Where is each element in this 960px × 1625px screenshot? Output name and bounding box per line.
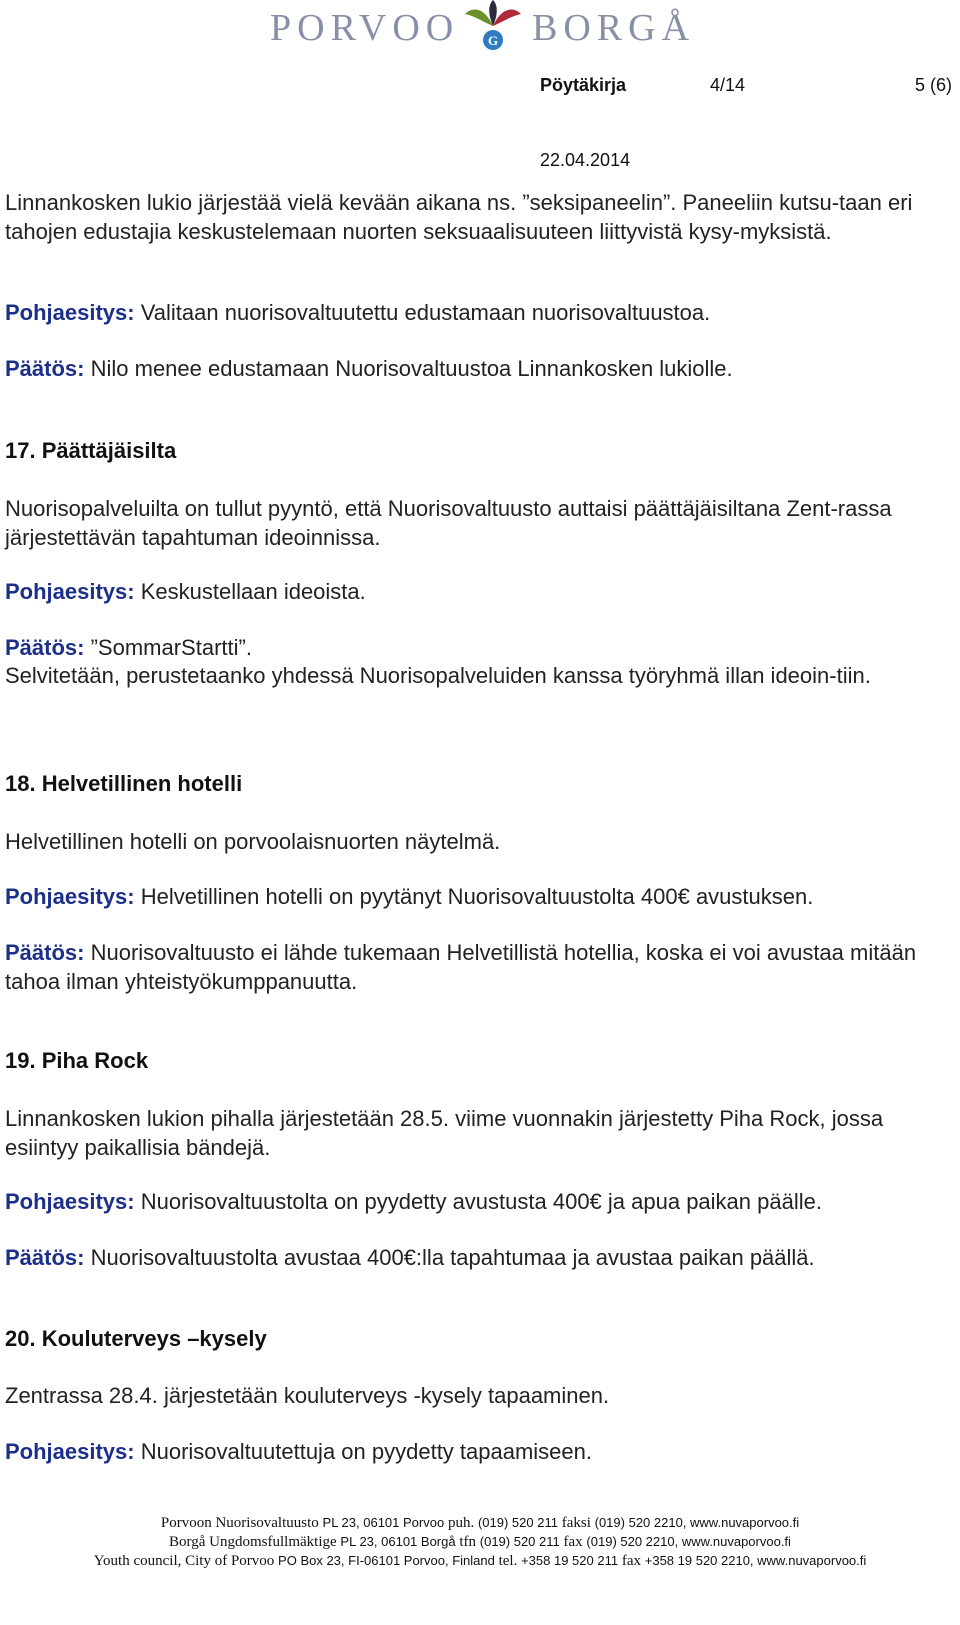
section-17-decision	[5, 633, 955, 662]
proposal-text: Valitaan nuorisovaltuutettu edustamaan nuorisovaltuustoa.	[140, 300, 711, 325]
decision-text: Nuorisovaltuusto ei lähde tukemaan Helvetillistä hotellia, koska ei voi avustaa mitään tahoa ilman yhteistyökumppanuutta.	[5, 940, 917, 994]
footer-line-en	[0, 1551, 960, 1571]
footer-line-fi	[0, 1513, 960, 1533]
footer-address: PO Box 23, FI-06101 Porvoo, Finland	[278, 1553, 495, 1568]
logo-word-borga: BORGÅ	[532, 7, 696, 49]
section-20-proposal	[5, 1437, 955, 1466]
footer-fax-web: (019) 520 2210, www.nuvaporvoo.fi	[594, 1515, 800, 1530]
svg-text:G: G	[487, 33, 499, 48]
footer-org: Youth council, City of Porvoo	[93, 1553, 275, 1569]
footer-address: PL 23, 06101 Porvoo	[322, 1515, 445, 1530]
section-18-decision	[5, 938, 955, 996]
section-heading-17: 17. Päättäjäisilta	[5, 438, 177, 463]
section-17-text: Nuorisopalveluilta on tullut pyyntö, että Nuorisovaltuusto auttaisi päättäjäisiltana Zent-rassa järjestettävän tapahtuman ideoinnissa.	[5, 496, 892, 550]
footer-line-sv	[0, 1532, 960, 1552]
decision-label: Päätös:	[5, 1245, 85, 1270]
logo-word-porvoo: PORVOO	[270, 7, 460, 49]
footer-phone-label: tel.	[498, 1553, 518, 1569]
section-20-text: Zentrassa 28.4. järjestetään kouluterveys -kysely tapaaminen.	[5, 1383, 610, 1408]
meeting-date: 22.04.2014	[540, 150, 631, 170]
footer-fax-label: faksi	[561, 1515, 591, 1531]
proposal-label: Pohjaesitys:	[5, 884, 135, 909]
proposal-text: Helvetillinen hotelli on pyytänyt Nuorisovaltuustolta 400€ avustuksen.	[140, 884, 814, 909]
decision-text: Nilo menee edustamaan Nuorisovaltuustoa Linnankosken lukiolle.	[90, 356, 733, 381]
footer-org: Porvoon Nuorisovaltuusto	[160, 1515, 319, 1531]
intro-decision	[5, 354, 955, 383]
proposal-text: Keskustellaan ideoista.	[140, 579, 366, 604]
decision-text: Nuorisovaltuustolta avustaa 400€:lla tapahtumaa ja avustaa paikan päällä.	[90, 1245, 815, 1270]
decision-label: Päätös:	[5, 940, 85, 965]
section-heading-20: 20. Kouluterveys –kysely	[5, 1326, 267, 1351]
section-heading-19: 19. Piha Rock	[5, 1048, 149, 1073]
proposal-label: Pohjaesitys:	[5, 1189, 135, 1214]
document-page-range: 4/14	[710, 75, 746, 95]
footer-address: PL 23, 06101 Borgå	[340, 1534, 456, 1549]
footer-phone: (019) 520 211	[477, 1515, 558, 1530]
footer-phone: (019) 520 211	[479, 1534, 560, 1549]
footer-fax-label: fax	[563, 1534, 583, 1550]
section-19-decision	[5, 1243, 955, 1272]
intro-paragraph: Linnankosken lukio järjestää vielä kevään aikana ns. ”seksipaneelin”. Paneeliin kutsu-taan eri tahojen edustajia keskustelemaan nuorten seksuaalisuuteen liittyvistä kysy-myksistä.	[5, 190, 913, 244]
footer-fax-web: (019) 520 2210, www.nuvaporvoo.fi	[586, 1534, 791, 1549]
proposal-label: Pohjaesitys:	[5, 1439, 135, 1464]
footer-fax-label: fax	[621, 1553, 641, 1569]
footer-phone-label: puh.	[447, 1515, 475, 1531]
intro-proposal	[5, 298, 955, 327]
section-19-proposal	[5, 1187, 955, 1216]
document-type: Pöytäkirja	[540, 75, 627, 95]
section-heading-18: 18. Helvetillinen hotelli	[5, 771, 243, 796]
decision-label: Päätös:	[5, 356, 85, 381]
section-17-decision-extra: Selvitetään, perustetaanko yhdessä Nuorisopalveluiden kanssa työryhmä illan ideoin-tiin.	[5, 663, 871, 688]
proposal-text: Nuorisovaltuustolta on pyydetty avustusta 400€ ja apua paikan päälle.	[140, 1189, 822, 1214]
section-18-text: Helvetillinen hotelli on porvoolaisnuorten näytelmä.	[5, 829, 501, 854]
footer-fax-web: +358 19 520 2210, www.nuvaporvoo.fi	[644, 1553, 867, 1568]
city-emblem-icon	[455, 0, 531, 56]
proposal-label: Pohjaesitys:	[5, 579, 135, 604]
porvoo-borga-logo	[270, 0, 696, 56]
proposal-label: Pohjaesitys:	[5, 300, 135, 325]
footer-phone: +358 19 520 211	[521, 1553, 619, 1568]
section-18-proposal	[5, 882, 955, 911]
section-19-text: Linnankosken lukion pihalla järjestetään 28.5. viime vuonnakin järjestetty Piha Rock, jossa esiintyy paikallisia bändejä.	[5, 1106, 884, 1160]
section-17-proposal	[5, 577, 955, 606]
footer-phone-label: tfn	[459, 1534, 477, 1550]
page-number: 5 (6)	[915, 75, 953, 95]
decision-text: ”SommarStartti”.	[90, 635, 252, 660]
decision-label: Päätös:	[5, 635, 85, 660]
proposal-text: Nuorisovaltuutettuja on pyydetty tapaamiseen.	[140, 1439, 593, 1464]
footer-org: Borgå Ungdomsfullmäktige	[169, 1534, 337, 1550]
